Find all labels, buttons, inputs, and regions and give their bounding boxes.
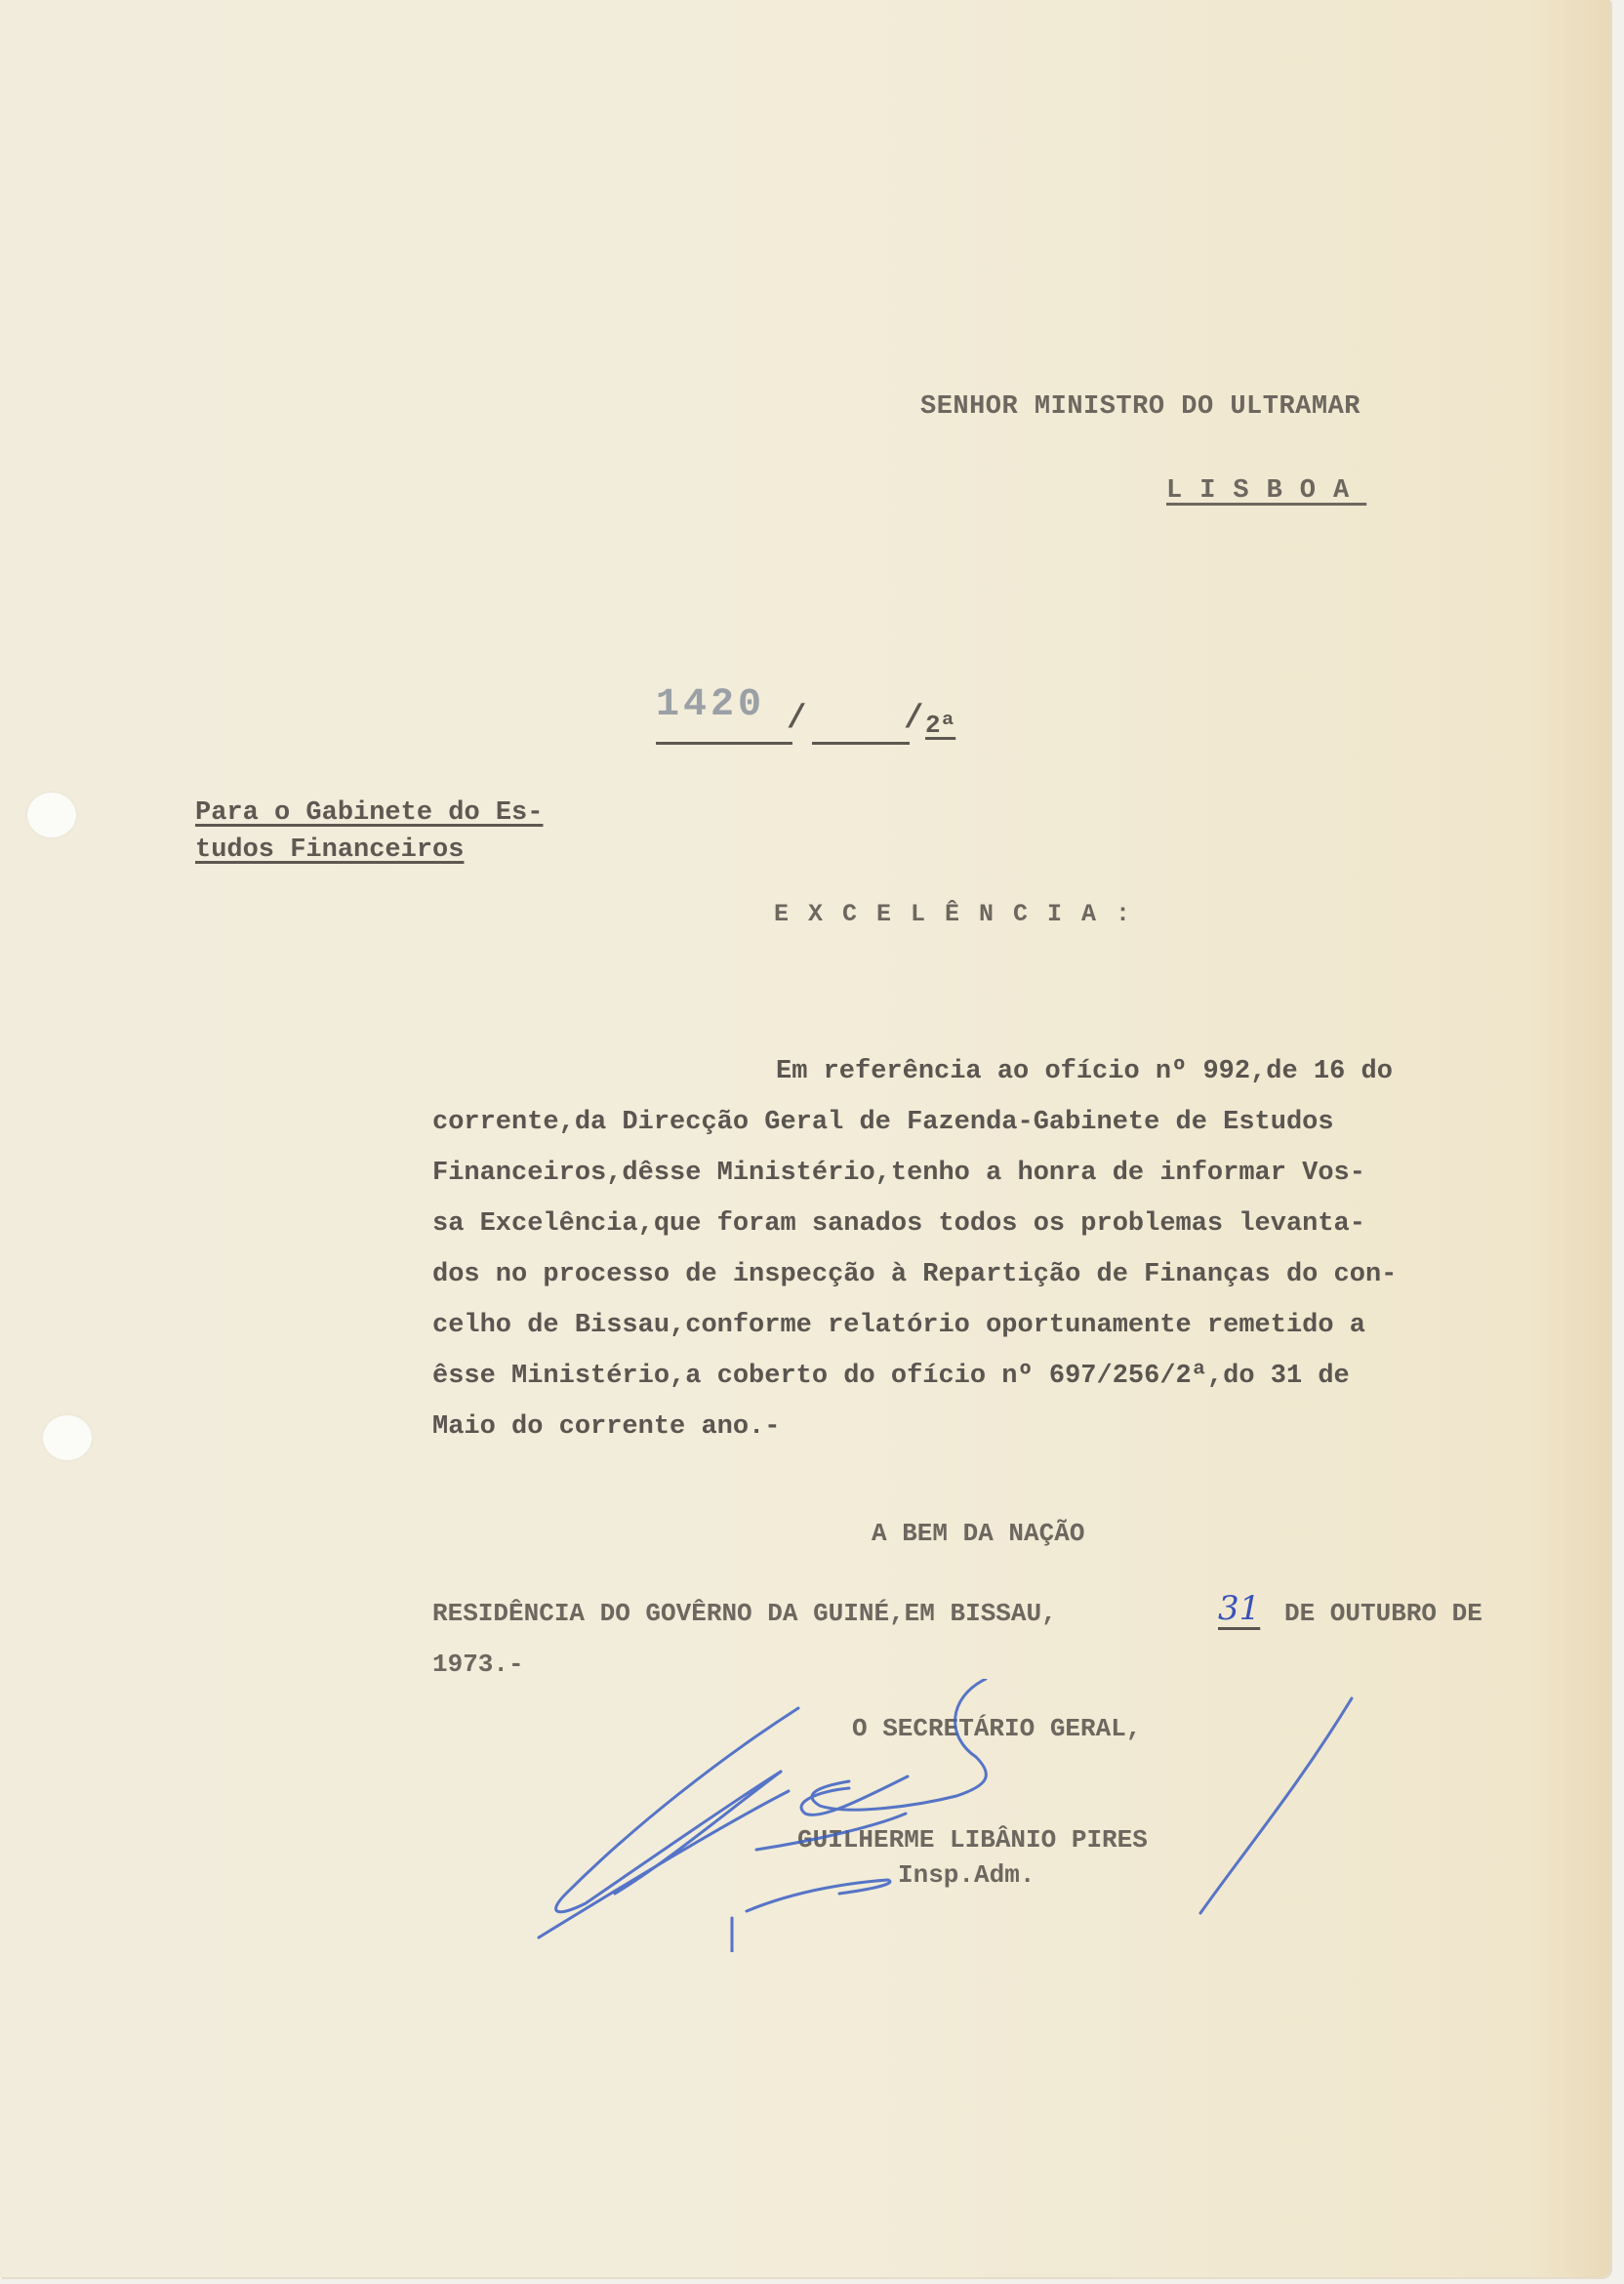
place-date-suffix: DE OUTUBRO DE xyxy=(1284,1599,1482,1628)
punch-hole-bottom xyxy=(43,1415,92,1460)
place-date-year: 1973.- xyxy=(432,1650,524,1679)
recipient-line-1: SENHOR MINISTRO DO ULTRAMAR xyxy=(920,392,1360,422)
body-line: Financeiros,dêsse Ministério,tenho a honra de informar Vos- xyxy=(432,1159,1365,1188)
body-line: dos no processo de inspecção à Repartição de Finanças do con- xyxy=(432,1260,1398,1289)
reference-underline-1 xyxy=(656,742,792,745)
salutation: EXCELÊNCIA: xyxy=(774,900,1151,928)
destination-line-2: tudos Financeiros xyxy=(195,836,465,865)
recipient-city: LISBOA xyxy=(1166,476,1367,506)
destination-line-1: Para o Gabinete do Es- xyxy=(195,798,544,828)
reference-suffix: 2ª xyxy=(925,711,956,740)
body-line: Em referência ao ofício nº 992,de 16 do xyxy=(776,1057,1393,1086)
signatory-role: Insp.Adm. xyxy=(898,1860,1035,1890)
body-line: celho de Bissau,conforme relatório oportunamente remetido a xyxy=(432,1311,1365,1340)
reference-number: 1420 xyxy=(656,683,766,727)
reference-slash-1: / xyxy=(787,701,807,738)
punch-hole-top xyxy=(27,793,76,837)
reference-underline-2 xyxy=(812,742,910,745)
signatory-name: GUILHERME LIBÂNIO PIRES xyxy=(797,1825,1148,1855)
signatory-title: O SECRETÁRIO GERAL, xyxy=(852,1714,1142,1743)
place-date-prefix: RESIDÊNCIA DO GOVÊRNO DA GUINÉ,EM BISSAU, xyxy=(432,1599,1057,1628)
handwritten-day: 31 xyxy=(1218,1589,1261,1628)
reference-slash-2: / xyxy=(904,701,924,738)
body-line: êsse Ministério,a coberto do ofício nº 697/256/2ª,do 31 de xyxy=(432,1362,1350,1391)
body-line: Maio do corrente ano.- xyxy=(432,1412,781,1442)
closing-formula: A BEM DA NAÇÃO xyxy=(872,1519,1085,1548)
body-line: sa Excelência,que foram sanados todos os problemas levanta- xyxy=(432,1209,1365,1239)
body-line: corrente,da Direcção Geral de Fazenda-Gabinete de Estudos xyxy=(432,1108,1334,1137)
